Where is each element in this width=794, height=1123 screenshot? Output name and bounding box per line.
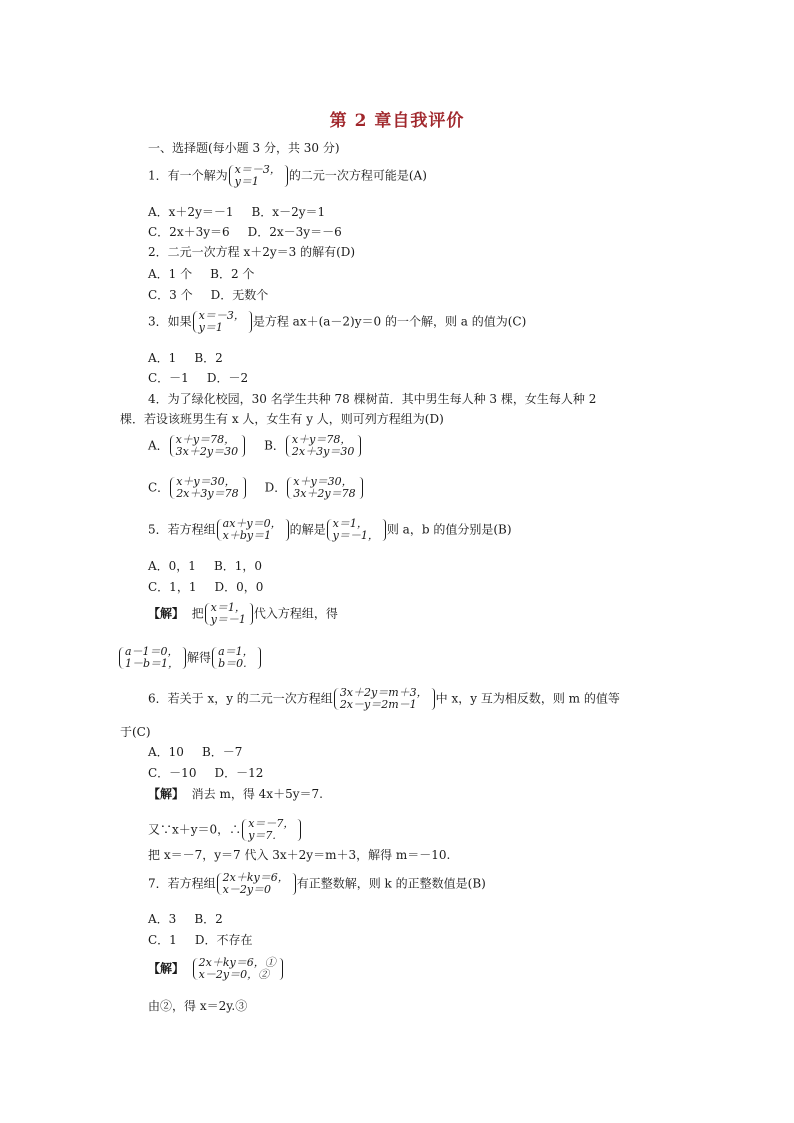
q4-option-c-system (170, 476, 245, 500)
q4-c-eq-1: x＋y＝30， (176, 475, 236, 488)
q4-d-eq-2: 3x＋2y＝78 (293, 487, 356, 500)
q1-option-b: B．x－2y＝1 (251, 205, 326, 219)
q1-pre: 1．有一个解为 (148, 168, 228, 183)
q1-post: 的二元一次方程可能是(A) (288, 168, 427, 183)
q6-solution-line-2 (148, 818, 302, 842)
question-7-stem (148, 872, 486, 896)
q6-solution-line-1 (148, 786, 323, 802)
q1-eq-1: x＝－3， (234, 163, 281, 176)
q6-sol-text: 消去 m，得 4x＋5y＝7. (191, 787, 323, 801)
q3-option-b: B．2 (194, 351, 223, 365)
question-1-stem (148, 164, 427, 188)
q4-option-b-label: B． (264, 438, 285, 453)
question-2-stem: 2．二元一次方程 x＋2y＝3 的解有(D) (148, 245, 356, 259)
q1-equation-system (229, 164, 288, 188)
q3-option-c: C．－1 (148, 371, 189, 385)
q5-solution-system (327, 518, 386, 542)
q1-eq-2: y＝1 (234, 175, 259, 188)
q5-eq-1: ax＋y＝0， (222, 517, 282, 530)
section-heading: 一、选择题(每小题 3 分，共 30 分) (148, 141, 340, 155)
q7-options-row-1 (148, 911, 223, 927)
q3-option-a: A．1 (148, 351, 177, 365)
q6-option-a: A．10 (148, 745, 184, 759)
q5-options-row-1 (148, 558, 262, 574)
q6-post: 中 x，y 互为相反数，则 m 的值等 (435, 691, 620, 706)
q5-option-c: C．1，1 (148, 580, 197, 594)
q4-option-d-system (287, 476, 362, 500)
q2-option-d: D．无数个 (210, 288, 269, 302)
q7-solution-label: 【解】 (148, 961, 185, 976)
q1-option-c: C．2x＋3y＝6 (148, 225, 230, 239)
q6-options-row-2 (148, 765, 263, 781)
q7-sol-system (193, 957, 283, 981)
q4-option-d-label: D． (264, 480, 287, 495)
q6-eq-1: 3x＋2y＝m＋3， (339, 686, 428, 699)
q7-eq-1: 2x＋ky＝6， (222, 871, 289, 884)
q7-option-d: D．不存在 (194, 933, 253, 947)
q7-equation-system (217, 872, 296, 896)
q1-options-row-1 (148, 204, 325, 220)
q7-options-row-2 (148, 932, 252, 948)
q7-eq-2: x－2y＝0 (222, 883, 272, 896)
q5-sol-sys-eq-2: y＝－1 (210, 613, 246, 626)
q7-option-c: C．1 (148, 933, 177, 947)
q5-sol2-mid: 解得 (187, 650, 212, 665)
q1-option-a: A．x＋2y＝－1 (148, 205, 234, 219)
q7-sol-eq-2: x－2y＝0，② (198, 968, 270, 981)
q5-sol2-eq-2: 1－b＝1， (125, 657, 180, 670)
q3-options-row-2 (148, 370, 248, 386)
q3-options-row-1 (148, 350, 223, 366)
q4-d-eq-1: x＋y＝30， (293, 475, 353, 488)
q5-sol2-eq-1: a－1＝0， (125, 645, 179, 658)
q7-pre: 7．若方程组 (148, 876, 216, 891)
q5-sol2-system-1 (119, 646, 186, 670)
question-6-line-2: 于(C) (120, 725, 151, 739)
q5-options-row-2 (148, 579, 263, 595)
q5-sol-eq-1: x＝1， (332, 517, 368, 530)
q6-options-row-1 (148, 744, 242, 760)
q5-sol2-eq-4: b＝0. (218, 657, 247, 670)
q6-option-d: D．－12 (214, 766, 264, 780)
q5-sol-pre: 把 (191, 606, 204, 621)
q4-option-a-system (170, 434, 245, 458)
question-3-stem (148, 310, 526, 334)
q6-sol2-eq-2: y＝7. (248, 829, 276, 842)
q5-sol-sys-eq-1: x＝1， (210, 601, 246, 614)
q5-mid: 的解是 (289, 522, 326, 537)
q7-solution-line-1 (148, 957, 284, 981)
q2-options-row-2 (148, 287, 268, 303)
q6-solution-label: 【解】 (148, 787, 185, 801)
q2-option-a: A．1 个 (148, 267, 193, 281)
q5-eq-2: x＋by＝1 (222, 529, 272, 542)
q4-option-c-label: C． (148, 480, 170, 495)
q6-eq-2: 2x－y＝2m－1 (339, 698, 417, 711)
q6-solution-line-3: 把 x＝－7，y＝7 代入 3x＋2y＝m＋3，解得 m＝－10. (148, 848, 451, 862)
q5-solution-label: 【解】 (148, 606, 185, 621)
q5-post: 则 a，b 的值分别是(B) (386, 522, 512, 537)
q4-options-row-1 (148, 434, 362, 458)
q6-equation-system (334, 687, 435, 711)
q4-options-row-2 (148, 476, 364, 500)
q4-c-eq-2: 2x＋3y＝78 (176, 487, 239, 500)
q5-option-d: D．0，0 (214, 580, 264, 594)
question-5-stem (148, 518, 512, 542)
q5-solution-line-1 (148, 602, 338, 626)
q5-pre: 5．若方程组 (148, 522, 216, 537)
q4-option-a-label: A． (148, 438, 169, 453)
q5-sol-post: 代入方程组，得 (253, 606, 338, 621)
q6-option-c: C．－10 (148, 766, 197, 780)
question-4-line-1: 4．为了绿化校园，30 名学生共种 78 棵树苗．其中男生每人种 3 棵，女生每人种 2 (148, 392, 597, 406)
q7-option-a: A．3 (148, 912, 177, 926)
q6-sol2-system (242, 818, 301, 842)
q5-sol2-system-2 (212, 646, 261, 670)
question-6-stem (148, 687, 620, 711)
q3-eq-2: y＝1 (198, 321, 223, 334)
q5-solution-line-2 (118, 646, 262, 670)
q7-solution-line-2: 由②，得 x＝2y.③ (148, 999, 248, 1013)
q1-option-d: D．2x－3y＝－6 (247, 225, 342, 239)
q3-pre: 3．如果 (148, 314, 192, 329)
q5-option-a: A．0，1 (148, 559, 196, 573)
page-title: 第 2 章自我评价 (329, 111, 465, 131)
q5-equation-system (217, 518, 289, 542)
q7-post: 有正整数解，则 k 的正整数值是(B) (296, 876, 486, 891)
q4-option-b-system (286, 434, 361, 458)
q6-pre: 6．若关于 x，y 的二元一次方程组 (148, 691, 333, 706)
q4-a-eq-2: 3x＋2y＝30 (175, 445, 239, 458)
q5-option-b: B．1，0 (213, 559, 263, 573)
q5-sol-eq-2: y＝－1， (332, 529, 379, 542)
q3-equation-system (193, 310, 252, 334)
q3-eq-1: x＝－3， (198, 309, 245, 322)
q7-option-b: B．2 (194, 912, 223, 926)
q3-post: 是方程 ax＋(a－2)y＝0 的一个解，则 a 的值为(C) (252, 314, 527, 329)
q4-a-eq-1: x＋y＝78， (175, 433, 236, 446)
q4-b-eq-1: x＋y＝78， (291, 433, 352, 446)
q6-option-b: B．－7 (201, 745, 243, 759)
q2-option-c: C．3 个 (148, 288, 193, 302)
q2-options-row-1 (148, 266, 254, 282)
q7-sol-eq-1: 2x＋ky＝6，① (198, 956, 276, 969)
q4-b-eq-2: 2x＋3y＝30 (291, 445, 355, 458)
question-4-line-2: 棵．若设该班男生有 x 人，女生有 y 人，则可列方程组为(D) (120, 412, 444, 426)
q2-option-b: B．2 个 (210, 267, 255, 281)
q6-sol2-eq-1: x＝－7， (248, 817, 295, 830)
q5-sol-system (205, 602, 253, 626)
q3-option-d: D．－2 (206, 371, 249, 385)
q1-options-row-2 (148, 224, 342, 240)
q6-sol2-pre: 又∵x＋y＝0，∴ (148, 822, 242, 837)
q5-sol2-eq-3: a＝1， (218, 645, 254, 658)
